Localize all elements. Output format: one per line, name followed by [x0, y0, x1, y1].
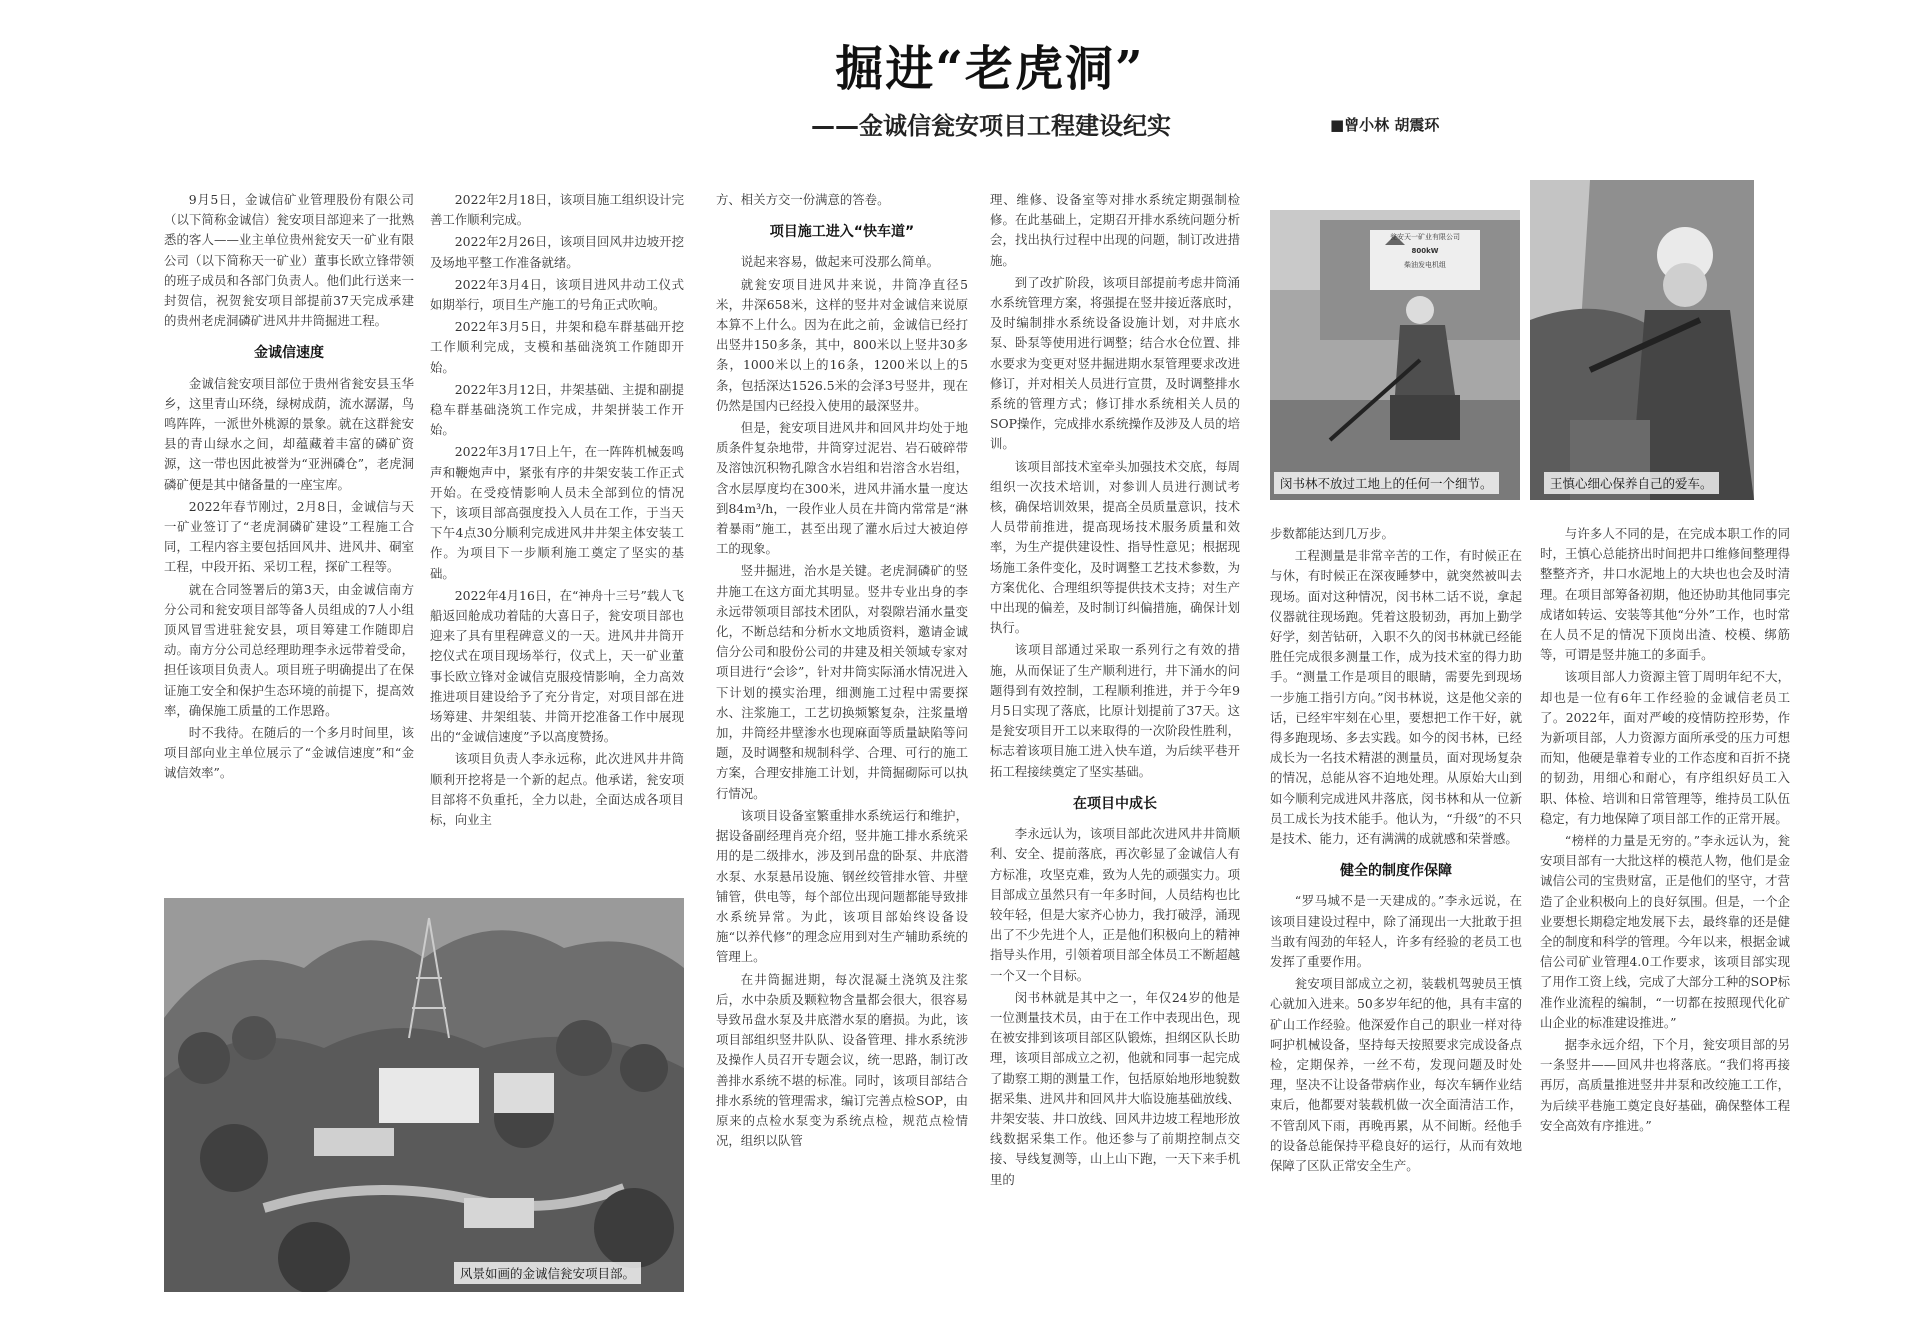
- paragraph: 瓮安项目部成立之初，装载机驾驶员王慎心就加入进来。50多岁年纪的他，具有丰富的矿山工作经验。他深爱作自己的职业一样对待呵护机械设备，坚持每天按照要求完成设备点检，定期保养，一丝不苟，发现问题及时处理，坚决不让设备带病作业，每次车辆作业结束后，他都要对装载机做一次全面清洁工作，不管刮风下雨，再晚再累，从不间断。经他手的设备总能保持平稳良好的运行，从而有效地保障了区队正常安全生产。: [1270, 976, 1522, 1174]
- paragraph: 2022年2月26日，该项目回风井边坡开挖及场地平整工作准备就绪。: [430, 234, 684, 270]
- landscape-photo: [164, 898, 684, 1292]
- article-headline: 掘进“老虎洞”: [835, 41, 1145, 97]
- paragraph: 2022年3月4日，该项目进风井动工仪式如期举行，项目生产施工的号角正式吹响。: [430, 276, 684, 313]
- paragraph: 2022年3月12日，井架基础、主提和副提稳车群基础浇筑工作完成，井架拼装工作开始。: [430, 381, 684, 438]
- section-heading: 在项目中成长: [1073, 795, 1157, 812]
- generator-sign-company: 瓮安天一矿业有限公司: [1390, 233, 1460, 241]
- section-heading: 金诚信速度: [254, 345, 324, 362]
- paragraph: 理、维修、设备室等对排水系统定期强制检修。在此基础上，定期召开排水系统问题分析会，找出执行过程中出现的问题，制订改进措施。: [990, 192, 1240, 268]
- landscape-illustration: [164, 898, 684, 1292]
- paragraph: 李永远认为，该项目部此次进风井井筒顺利、安全、提前落底，再次彰显了金诚信人有方标准，攻坚克难，致为人先的顽强实力。项目部成立虽然只有一年多时间，人员结构也比较年轻，但是大家齐心协力，我打破浮，涌现出了不少先进个人，正是他们积极向上的精神指导头作用，引领着项目部全体员工不断超越一个又一个目标。: [990, 826, 1240, 983]
- paragraph: 方、相关方交一份满意的答卷。: [716, 192, 890, 207]
- operator-photo-caption: 王慎心细心保养自己的爱车。: [1544, 472, 1719, 494]
- paragraph: 2022年3月17日上午，在一阵阵机械轰鸣声和鞭炮声中，紧张有序的井架安装工作正式开始。在受疫情影响人员未全部到位的情况下，该项目部高强度投入人员在工作，于当天下午4点30分顺利完成进风井井架主体安装工作。为项目下一步顺利施工奠定了坚实的基础。: [430, 444, 684, 581]
- generator-sign: [1370, 230, 1480, 272]
- paragraph: 就在合同签署后的第3天，由金诚信南方分公司和瓮安项目部等备人员组成的7人小组顶风冒雪进驻瓮安县，项目筹建工作随即启动。南方分公司总经理助理李永远带着受命，担任该项目负责人。项目班子明确提出了在保证施工安全和保护生态环境的前提下，提高效率，确保施工质量的工作思路。: [164, 581, 414, 718]
- paragraph: 工程测量是非常辛苦的工作，有时候正在与休，有时候正在深夜睡梦中，就突然被叫去现场。面对这种情况，闵书林二话不说，拿起仪器就往现场跑。凭着这股韧劲，再加上勤学好学，刻苦钻研，入职不久的闵书林就已经能胜任完成很多测量工作，成为技术室的得力助手。“测量工作是项目的眼睛，需要先到现场一步施工指引方向。”闵书林说，这是他父亲的话，已经牢牢刻在心里，要想把工作干好，就得多跑现场、多去实践。如今的闵书林，已经成长为一名技术精湛的测量员，面对现场复杂的情况，总能从容不迫地处理。从原始大山到如今顺利完成进风井落底，闵书林和从一位新员工成长为技术能手。他认为，“升级”的不只是技术、能力，还有满满的成就感和荣誉感。: [1270, 548, 1522, 847]
- landscape-photo-caption: 风景如画的金诚信瓮安项目部。: [454, 1262, 641, 1284]
- section-heading: 健全的制度作保障: [1340, 863, 1452, 880]
- paragraph: 该项目部通过采取一系列行之有效的措施，从而保证了生产顺利进行，井下涌水的问题得到有效控制，工程顺利推进，并于今年9月5日实现了落底，比原计划提前了37天。这是瓮安项目开工以来取得的一次阶段性胜利，标志着该项目施工进入快车道，为后续平巷开拓工程接续奠定了坚实基础。: [990, 642, 1240, 779]
- paragraph: 与许多人不同的是，在完成本职工作的同时，王慎心总能挤出时间把井口维修间整理得整整齐齐，井口水泥地上的大块也也会及时清理。在项目部筹备初期，他还协助其他同事完成诸如转运、安装等其他“分外”工作，也时常在人员不足的情况下顶岗出渣、校模、绑筋等，可谓是竖井施工的多面手。: [1540, 526, 1790, 663]
- paragraph: 时不我待。在随后的一个多月时间里，该项目部向业主单位展示了“金诚信速度”和“金诚信效率”。: [164, 725, 414, 781]
- operator-photo: [1530, 180, 1754, 500]
- paragraph: 2022年2月18日，该项目施工组织设计完善工作顺利完成。: [430, 192, 684, 228]
- surveyor-photo-caption: 闵书林不放过工地上的任何一个细节。: [1274, 472, 1499, 494]
- paragraph: 在井筒掘进期，每次混凝土浇筑及注浆后，水中杂质及颗粒物含量都会很大，很容易导致吊盘水泵及井底潜水泵的磨损。为此，该项目部组织竖井队队、设备管理、排水系统涉及操作人员召开专题会议，统一思路，制订改善排水系统不堪的标准。同时，该项目部结合排水系统的管理需求，编订完善点检SOP，由原来的点检水泵变为系统点检，规范点检情况，组织以队管: [716, 971, 968, 1149]
- paragraph: 该项目设备室繁重排水系统运行和维护，据设备副经理肖亮介绍，竖井施工排水系统采用的是二级排水，涉及到吊盘的卧泵、井底潜水泵、水泵悬吊设施、钢丝绞管排水管、井壁铺管，供电等，每个部位出现问题都能导致排水系统异常。为此，该项目部始终设备设施“以养代修”的理念应用到对生产辅助系统的管理上。: [716, 807, 968, 965]
- paragraph: 该项目负责人李永远称，此次进风井井筒顺利开挖将是一个新的起点。他承诺，瓮安项目部将不负重托，全力以赴，全面达成各项目标，向业主: [430, 751, 684, 828]
- paragraph: 该项目部技术室牵头加强技术交底，每周组织一次技术培训，对参训人员进行测试考核，确保培训效果，提高全员质量意识，技术人员带前推进，提高现场技术服务质量和效率，为生产提供建设性、指导性意见；根据现场施工条件变化，及时调整工艺技术参数，为方案优化、合理组织等提供技术支持；对生产中出现的偏差，及时制订纠偏措施，确保计划执行。: [990, 458, 1240, 636]
- paragraph: 但是，瓮安项目进风井和回风井均处于地质条件复杂地带，井筒穿过泥岩、岩石破碎带及溶蚀沉积物孔隙含水岩组和岩溶含水岩组，含水层厚度均在300米，进风井涌水量一度达到84m³/h，一段作业人员在井筒内常常是“淋着暴雨”施工，甚至出现了灌水后过大被迫停工的现象。: [716, 420, 968, 557]
- article-column-2: [430, 190, 684, 880]
- paragraph: 竖井掘进，治水是关键。老虎洞磷矿的竖井施工在这方面尤其明显。竖井专业出身的李永远带领项目部技术团队，对裂隙岩涌水量变化，不断总结和分析水文地质资料，邀请金诚信分公司和股份公司的井建及相关领域专家对项目进行“会诊”，针对井筒实际涌水情况进入下计划的摸实治理，细测施工过程中需要探水、注浆施工，工艺切换频繁复杂，注浆量增加，井筒经井壁渗水也现麻面等质量缺陷等问题，及时调整和规制科学、合理、可行的施工方案，合理安排施工计划，井筒掘砌际可以执行情况。: [716, 563, 968, 801]
- section-heading: 项目施工进入“快车道”: [769, 224, 915, 241]
- paragraph: 该项目部人力资源主管丁周明年纪不大，却也是一位有6年工作经验的金诚信老员工了。2022年，面对严峻的疫情防控形势，作为新项目部，人力资源方面所承受的压力可想而知，他硬是靠着专业的工作态度和百折不挠的韧劲，用细心和耐心，有序组织好员工入职、体检、培训和日常管理等，维持员工队伍稳定，有力地保障了项目部工作的正常开展。: [1540, 669, 1790, 826]
- generator-sign-type: 柴油发电机组: [1404, 261, 1446, 269]
- paragraph: 2022年4月16日，在“神舟十三号”载人飞船返回舱成功着陆的大喜日子，瓮安项目部也迎来了具有里程碑意义的一天。进风井井筒开挖仪式在项目现场举行，仪式上，天一矿业董事长欧立锋对金诚信克服疫情影响，全力高效推进项目建设给予了充分肯定，对项目部在进场筹建、井架组装、井筒开挖准备工作中展现出的“金诚信速度”予以高度赞扬。: [430, 587, 684, 745]
- paragraph: 闵书林就是其中之一，年仅24岁的他是一位测量技术员，由于在工作中表现出色，现在被安排到该项目部区队锻炼，担纲区队长助理，该项目部成立之初，他就和同事一起完成了勘察工期的测量工作，包括原始地形地貌数据采集、进风井和回风井大临设施基础放线、井架安装、井口放线、回风井边坡工程地形放线数据采集工作。他还参与了前期控制点交接、导线复测等，山上山下跑，一天下来手机里的: [990, 989, 1240, 1187]
- paragraph: 到了改扩阶段，该项目部提前考虑井筒涌水系统管理方案，将强提在竖井接近落底时，及时编制排水系统设备设施计划，对井底水泵、卧泵等使用进行调整；结合水仓位置、排水要求为变更对竖井掘进期水泵管理要求改进修订，并对相关人员进行宣贯，及时调整排水系统的管理方式；修订排水系统相关人员的SOP操作，完成排水系统操作及涉及人员的培训。: [990, 274, 1240, 452]
- paragraph: 9月5日，金诚信矿业管理股份有限公司（以下简称金诚信）瓮安项目部迎来了一批熟悉的客人——业主单位贵州瓮安天一矿业有限公司（以下简称天一矿业）董事长欧立锋带领的班子成员和各部门负责人。他们此行送来一封贺信，祝贺瓮安项目部提前37天完成承建的贵州老虎洞磷矿进风井井筒掘进工程。: [164, 192, 414, 329]
- article-column-6: [1540, 524, 1790, 1300]
- paragraph: 就瓮安项目进风井来说，井筒净直径5米，井深658米，这样的竖井对金诚信来说原本算不上什么。因为在此之前，金诚信已经打出竖井150多条，其中，800米以上竖井30多条，1000米以上的16条，1200米以上的5条，包括深达1526.5米的会泽3号竖井，现在仍然是国内已经投入使用的最深竖井。: [716, 276, 968, 413]
- paragraph: “罗马城不是一天建成的。”李永远说，在该项目建设过程中，除了涌现出一大批敢于担当敢有闯劲的年轻人，许多有经验的老员工也发挥了重要作用。: [1270, 893, 1522, 970]
- article-byline: ■曾小林 胡震环: [1330, 116, 1440, 134]
- article-column-5: [1270, 524, 1522, 1300]
- article-column-4: [990, 190, 1240, 1300]
- surveyor-photo: [1270, 210, 1520, 500]
- article-column-3: [716, 190, 968, 1300]
- paragraph: “榜样的力量是无穷的。”李永远认为，瓮安项目部有一大批这样的模范人物，他们是金诚信公司的宝贵财富，正是他们的坚守，才营造了企业积极向上的良好氛围。但是，一个企业要想长期稳定地发展下去，最终靠的还是健全的制度和科学的管理。今年以来，根据金诚信公司矿业管理4.0工作要求，该项目部实现了用作工资上线，完成了大部分工种的SOP标准作业流程的编制，“一切都在按照现代化矿山企业的标准建设推进。”: [1540, 833, 1790, 1030]
- paragraph: 金诚信瓮安项目部位于贵州省瓮安县玉华乡，这里青山环绕，绿树成荫，流水潺潺，鸟鸣阵阵，一派世外桃源的景象。就在这群瓮安县的青山绿水之间，却蕴藏着丰富的磷矿资源，这一带也因此被誉为“亚洲磷仓”，老虎洞磷矿便是其中储备量的一座宝库。: [164, 375, 414, 492]
- paragraph: 步数都能达到几万步。: [1270, 526, 1394, 541]
- article-column-1: [164, 190, 414, 880]
- operator-illustration: [1530, 180, 1754, 500]
- paragraph: 说起来容易，做起来可没那么简单。: [740, 254, 940, 270]
- paragraph: 据李永远介绍，下个月，瓮安项目部的另一条竖井——回风井也将落底。“我们将再接再厉，高质量推进竖井井泵和改绞施工工作，为后续平巷施工奠定良好基础，确保整体工程安全高效有序推进。”: [1540, 1037, 1790, 1133]
- generator-sign-power: 800kW: [1411, 247, 1439, 255]
- paragraph: 2022年春节刚过，2月8日，金诚信与天一矿业签订了“老虎洞磷矿建设”工程施工合同，工程内容主要包括回风井、进风井、硐室工程，中段开拓、采切工程，探矿工程等。: [164, 498, 414, 575]
- article-subtitle: ——金诚信瓮安项目工程建设纪实: [811, 112, 1171, 140]
- paragraph: 2022年3月5日，井架和稳车群基础开挖工作顺利完成，支模和基础浇筑工作随即开始。: [430, 319, 684, 375]
